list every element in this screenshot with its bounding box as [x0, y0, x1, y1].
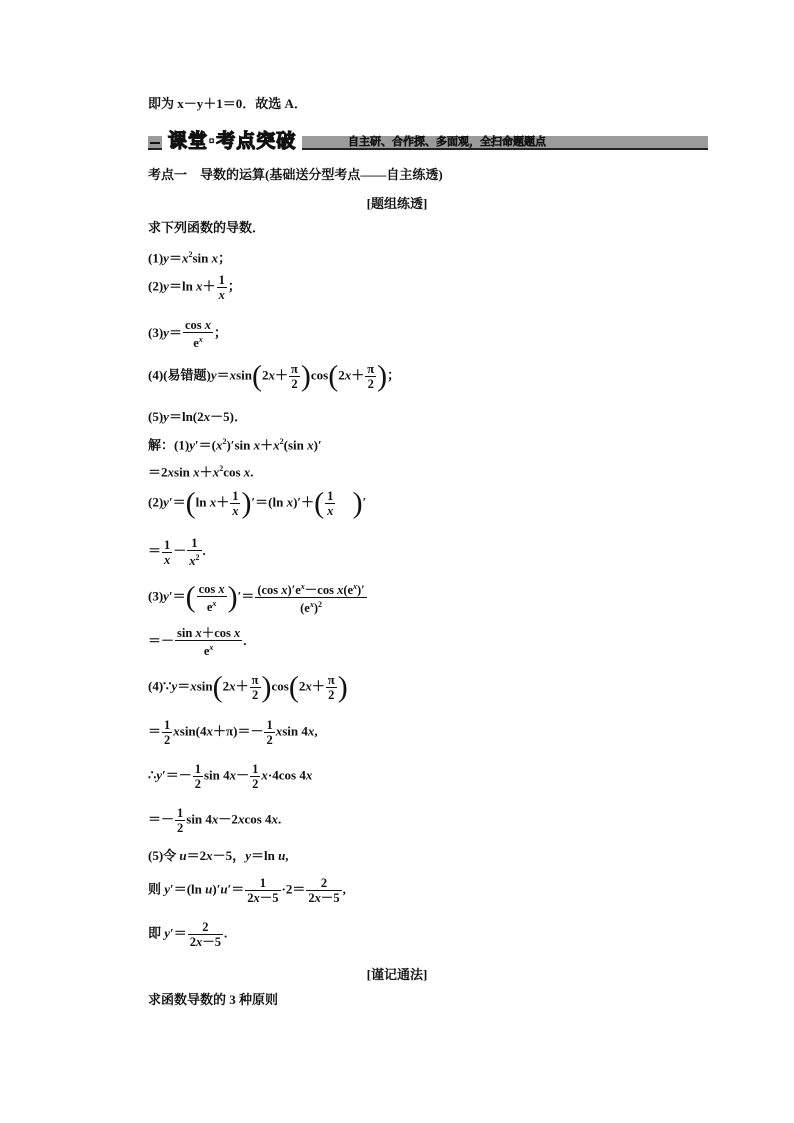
solution-1a: 解：$(1)y'=(x^2)'\sin$ $x+x^2(\sin$ x)′ — [148, 437, 322, 453]
solution-5b: 则 y′＝(ln u)′u′＝ $\frac{1}{2x-5}$ ·2＝ $\frac{2}{2x-5}$ , — [148, 876, 346, 905]
banner-tick-left — [150, 142, 160, 144]
solution-4d: ＝－ $\frac{1}{2}$ sin 4x－2xcos 4x. — [148, 806, 282, 835]
solution-3b: ＝－ $\frac{\text{sin x＋cos x}}{e^x}$ . — [148, 626, 247, 659]
solution-label: 解： — [148, 437, 175, 453]
section-title: 考点一 导数的运算(基础送分型考点——自主练透) — [148, 167, 443, 182]
problem-4: (4)(易错题)y＝xsin(2x＋ $\frac{\pi}{2}$ )cos(2x＋ $\frac{\pi}{2}$ )； — [148, 359, 401, 393]
intro-line: 即为 x－y＋1＝0．故选 A． — [148, 96, 307, 111]
solution-2a: (2)y′＝(ln x＋ $\frac{1}{x}$ )′＝(ln x)′＋( $\frac{1}{x}$ )′ — [148, 486, 367, 520]
tag-method: [谨记通法] — [366, 967, 428, 982]
solution-4b: ＝ $\frac{1}{2}$ xsin(4x＋π)＝－ $\frac{1}{2}$ xsin 4x, — [148, 718, 318, 747]
section-banner — [148, 131, 708, 151]
solution-1b: ＝2xsin $x+x^2\cos$ x. — [148, 464, 254, 480]
solution-3a: (3)y′＝( $\frac{\text{cos x}}{e^x}$ )′＝ $\frac{(\cos x)'e^x-\cos x(e^x)'}{(e^x)^2}$ — [148, 580, 365, 616]
tag-practice: [题组练透] — [366, 196, 428, 211]
banner-subtitle: 自主研、合作探、多面观，全扫命题题点 — [348, 135, 546, 148]
solution-4a: (4)∵y＝xsin(2x＋ $\frac{\pi}{2}$ )cos(2x＋ $\frac{\pi}{2}$ ) — [148, 670, 348, 704]
method-heading: 求函数导数的 3 种原则 — [148, 992, 279, 1007]
problem-2: (2)y＝ln x＋ $\frac{1}{x}$ ； — [148, 273, 241, 302]
problem-5: (5)y＝ln(2x－5)． — [148, 409, 247, 424]
solution-5a: (5)令 u＝2x－5，y＝ln u, — [148, 848, 289, 863]
question-prompt: 求下列函数的导数． — [148, 220, 266, 235]
problem-3: (3)y＝ $\frac{\text{cos x}}{e^x}$ ； — [148, 318, 228, 351]
problem-1: $(1)y=x^2\sin$ x； — [148, 250, 232, 266]
solution-4c: ∴y′＝－ $\frac{1}{2}$ sin 4x－ $\frac{1}{2}$ x·4cos 4x — [148, 762, 313, 791]
solution-2b: ＝ $\frac{1}{x}$ － $\frac{1}{x^2}$ . — [148, 536, 206, 569]
solution-5c: 即 y′＝ $\frac{2}{2x-5}$ . — [148, 920, 228, 949]
banner-title: 课堂·考点突破 — [162, 130, 302, 152]
